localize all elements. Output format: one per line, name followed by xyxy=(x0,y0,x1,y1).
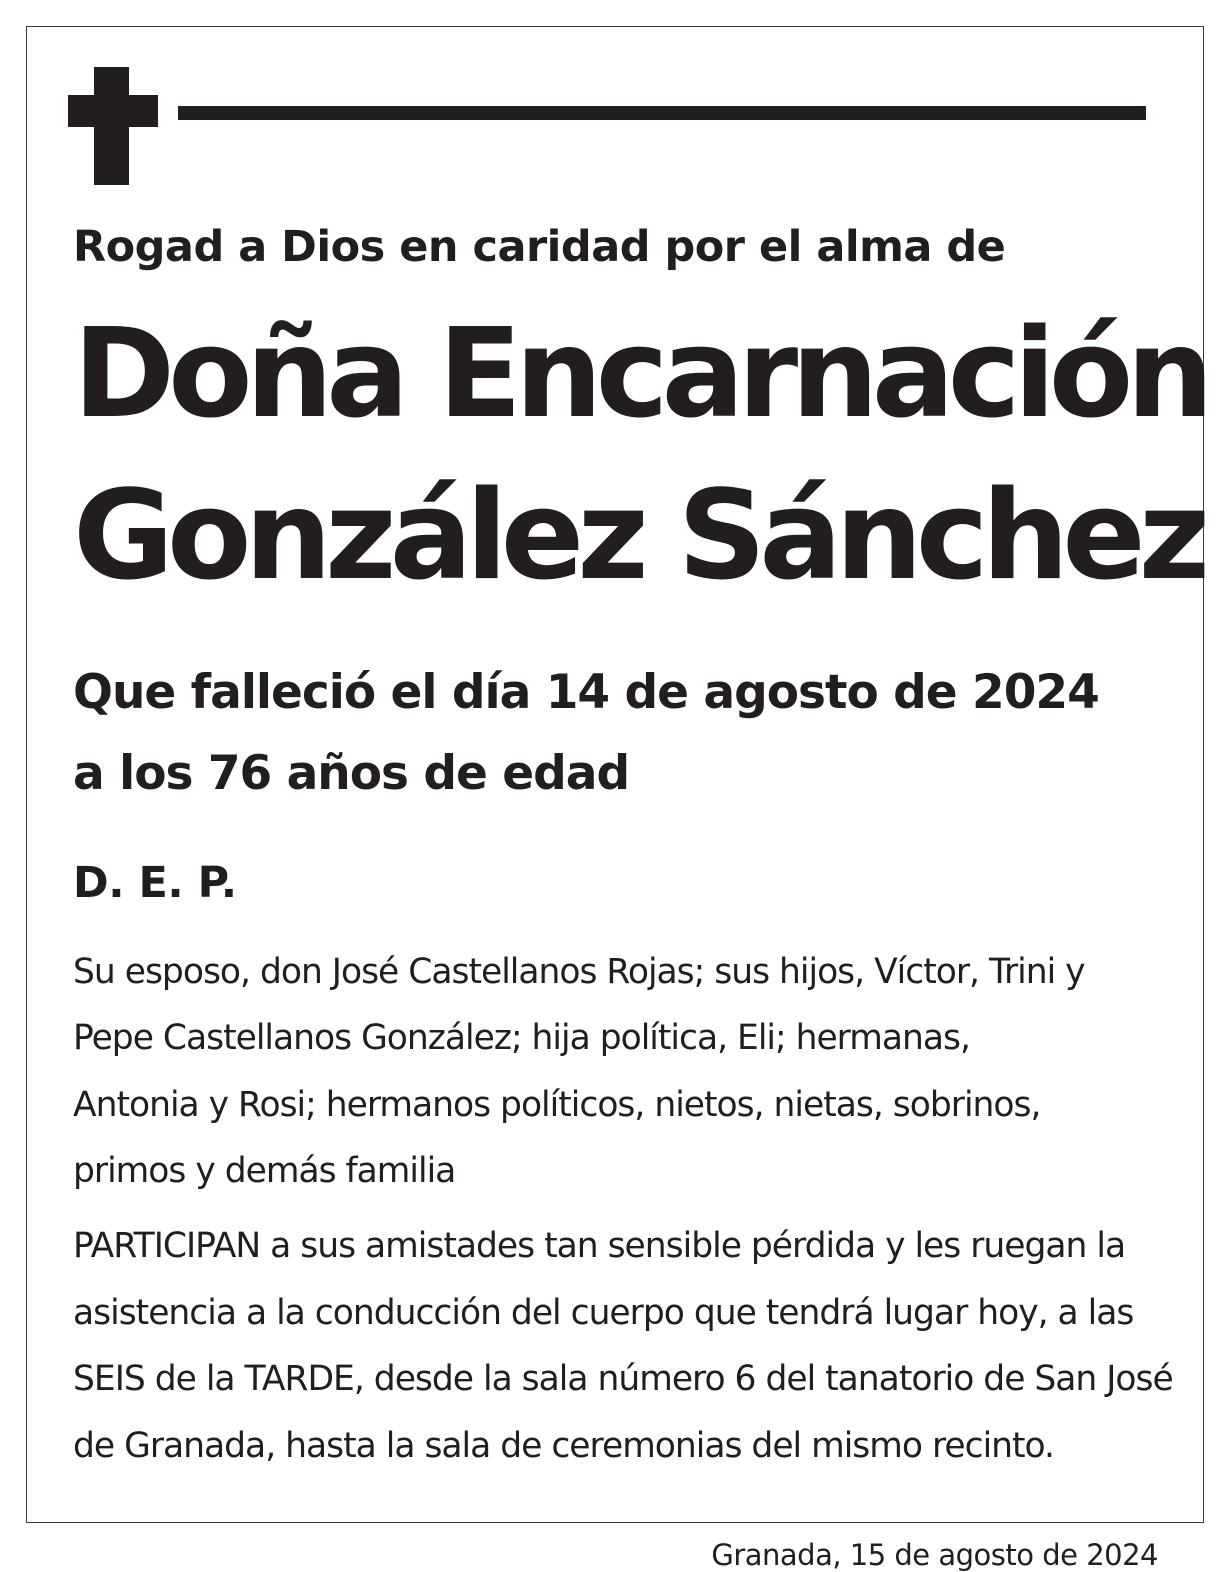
announcement-line: SEIS de la TARDE, desde la sala número 6 del tanatorio de San José xyxy=(73,1359,1173,1399)
age-line: a los 76 años de edad xyxy=(73,746,630,801)
intro-text: Rogad a Dios en caridad por el alma de xyxy=(73,222,1006,272)
deceased-name-line-2: González Sánchez xyxy=(73,465,1204,608)
family-line: Antonia y Rosi; hermanos políticos, nietos, nietas, sobrinos, xyxy=(73,1085,1041,1125)
announcement-line: asistencia a la conducción del cuerpo que tendrá lugar hoy, a las xyxy=(73,1293,1134,1333)
death-date-line: Que falleció el día 14 de agosto de 2024 xyxy=(73,665,1099,720)
dep-abbreviation: D. E. P. xyxy=(73,858,237,908)
deceased-name-line-1: Doña Encarnación xyxy=(73,303,1207,446)
announcement-line: de Granada, hasta la sala de ceremonias del mismo recinto. xyxy=(73,1426,1055,1466)
header-rule xyxy=(178,106,1146,120)
family-line: primos y demás familia xyxy=(73,1151,456,1191)
place-date-footer: Granada, 15 de agosto de 2024 xyxy=(711,1538,1158,1572)
family-line: Pepe Castellanos González; hija política, Eli; hermanas, xyxy=(73,1018,970,1058)
announcement-line: PARTICIPAN a sus amistades tan sensible pérdida y les ruegan la xyxy=(73,1226,1126,1266)
latin-cross-icon xyxy=(68,67,158,185)
cross-horizontal-bar xyxy=(68,95,158,127)
family-line: Su esposo, don José Castellanos Rojas; sus hijos, Víctor, Trini y xyxy=(73,952,1085,992)
